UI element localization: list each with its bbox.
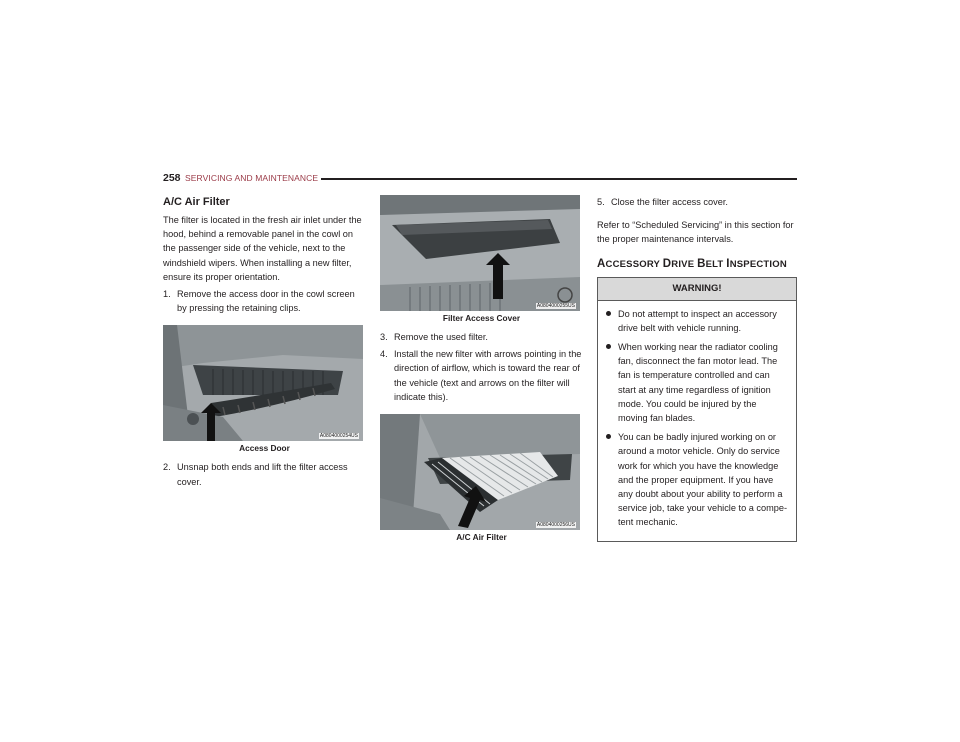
filter-access-cover-photo	[380, 195, 580, 311]
warning-box	[597, 277, 797, 542]
step-4	[380, 347, 583, 404]
heading-initial: I	[726, 257, 730, 270]
ac-filter-heading: A/C Air Filter	[163, 196, 230, 208]
figure-caption-ac-air-filter: A/C Air Filter	[456, 532, 507, 543]
filter-access-cover-illustration	[380, 195, 580, 311]
step-number: 2.	[163, 462, 171, 473]
figure-caption-access-door: Access Door	[239, 443, 290, 454]
warning-item	[604, 307, 788, 335]
figure-code: A0804000254US	[319, 433, 358, 440]
heading-initial: A	[597, 257, 606, 270]
ac-air-filter-photo	[380, 414, 580, 530]
warning-title: WARNING!	[598, 278, 796, 301]
bullet-icon	[606, 311, 611, 316]
column-middle	[380, 195, 583, 549]
column-right	[597, 195, 797, 542]
step-number: 1.	[163, 289, 171, 300]
heading-rest: NSPECTION	[729, 258, 787, 270]
step-text: Unsnap both ends and lift the filter access cover.	[177, 462, 348, 487]
belt-inspection-heading	[597, 256, 797, 273]
warning-text: When working near the radiator cooling fan, disconnect the fan motor lead. The fan is temperature controlled and can start at any time regardless of ignition mode. You could be injured by the moving fan blades.	[618, 342, 778, 424]
step-text: Remove the used filter.	[394, 332, 488, 342]
header-rule	[321, 178, 797, 180]
figure-code: A0804000255US	[536, 303, 575, 309]
heading-initial: B	[697, 257, 706, 270]
step-text: Remove the access door in the cowl screen by pressing the retaining clips.	[177, 289, 355, 314]
warning-list	[598, 301, 796, 541]
step-2	[163, 460, 366, 488]
warning-item	[604, 430, 788, 529]
heading-rest: CCESSORY	[605, 258, 663, 270]
heading-rest: ELT	[705, 258, 727, 270]
column-left	[163, 195, 366, 492]
section-title: SERVICING AND MAINTENANCE	[185, 173, 319, 183]
step-3	[380, 330, 583, 344]
ac-air-filter-illustration	[380, 414, 580, 530]
step-1	[163, 287, 366, 315]
step-number: 3.	[380, 332, 388, 342]
intro-paragraph: The filter is located in the fresh air inlet under the hood, behind a removable panel in the cowl on the passenger side of the vehicle, next to the windshield wipers. When installing a new filter, ensure its proper orientation.	[163, 215, 362, 282]
figure-code: A0804000256US	[536, 522, 575, 529]
step-number: 4.	[380, 349, 388, 360]
figure-caption-filter-access-cover: Filter Access Cover	[442, 313, 521, 323]
step-number: 5.	[597, 197, 605, 207]
bullet-icon	[606, 434, 611, 439]
page-number: 258	[163, 172, 181, 184]
access-door-photo	[163, 325, 363, 441]
warning-text: You can be badly injured working on or around a motor vehicle. Only do service work for which you have the knowledge and the proper equipment. If you have any doubt about your ability to perform a service job, take your vehicle to a compe- tent mechanic.	[618, 432, 788, 528]
step-5	[597, 195, 797, 209]
warning-text: Do not attempt to inspect an accessory drive belt with vehicle running.	[618, 308, 777, 333]
heading-initial: D	[662, 257, 672, 270]
bullet-icon	[606, 344, 611, 349]
access-door-illustration	[163, 325, 363, 441]
step-text: Close the filter access cover.	[611, 197, 728, 207]
warning-item	[604, 340, 788, 425]
page-header	[163, 172, 797, 186]
heading-rest: RIVE	[671, 258, 698, 270]
step-text: Install the new filter with arrows pointing in the direction of airflow, which is toward the rear of the vehicle (text and arrows on the filter will indicate this).	[394, 349, 582, 402]
refer-paragraph: Refer to “Scheduled Servicing” in this section for the proper maintenance intervals.	[597, 220, 794, 245]
